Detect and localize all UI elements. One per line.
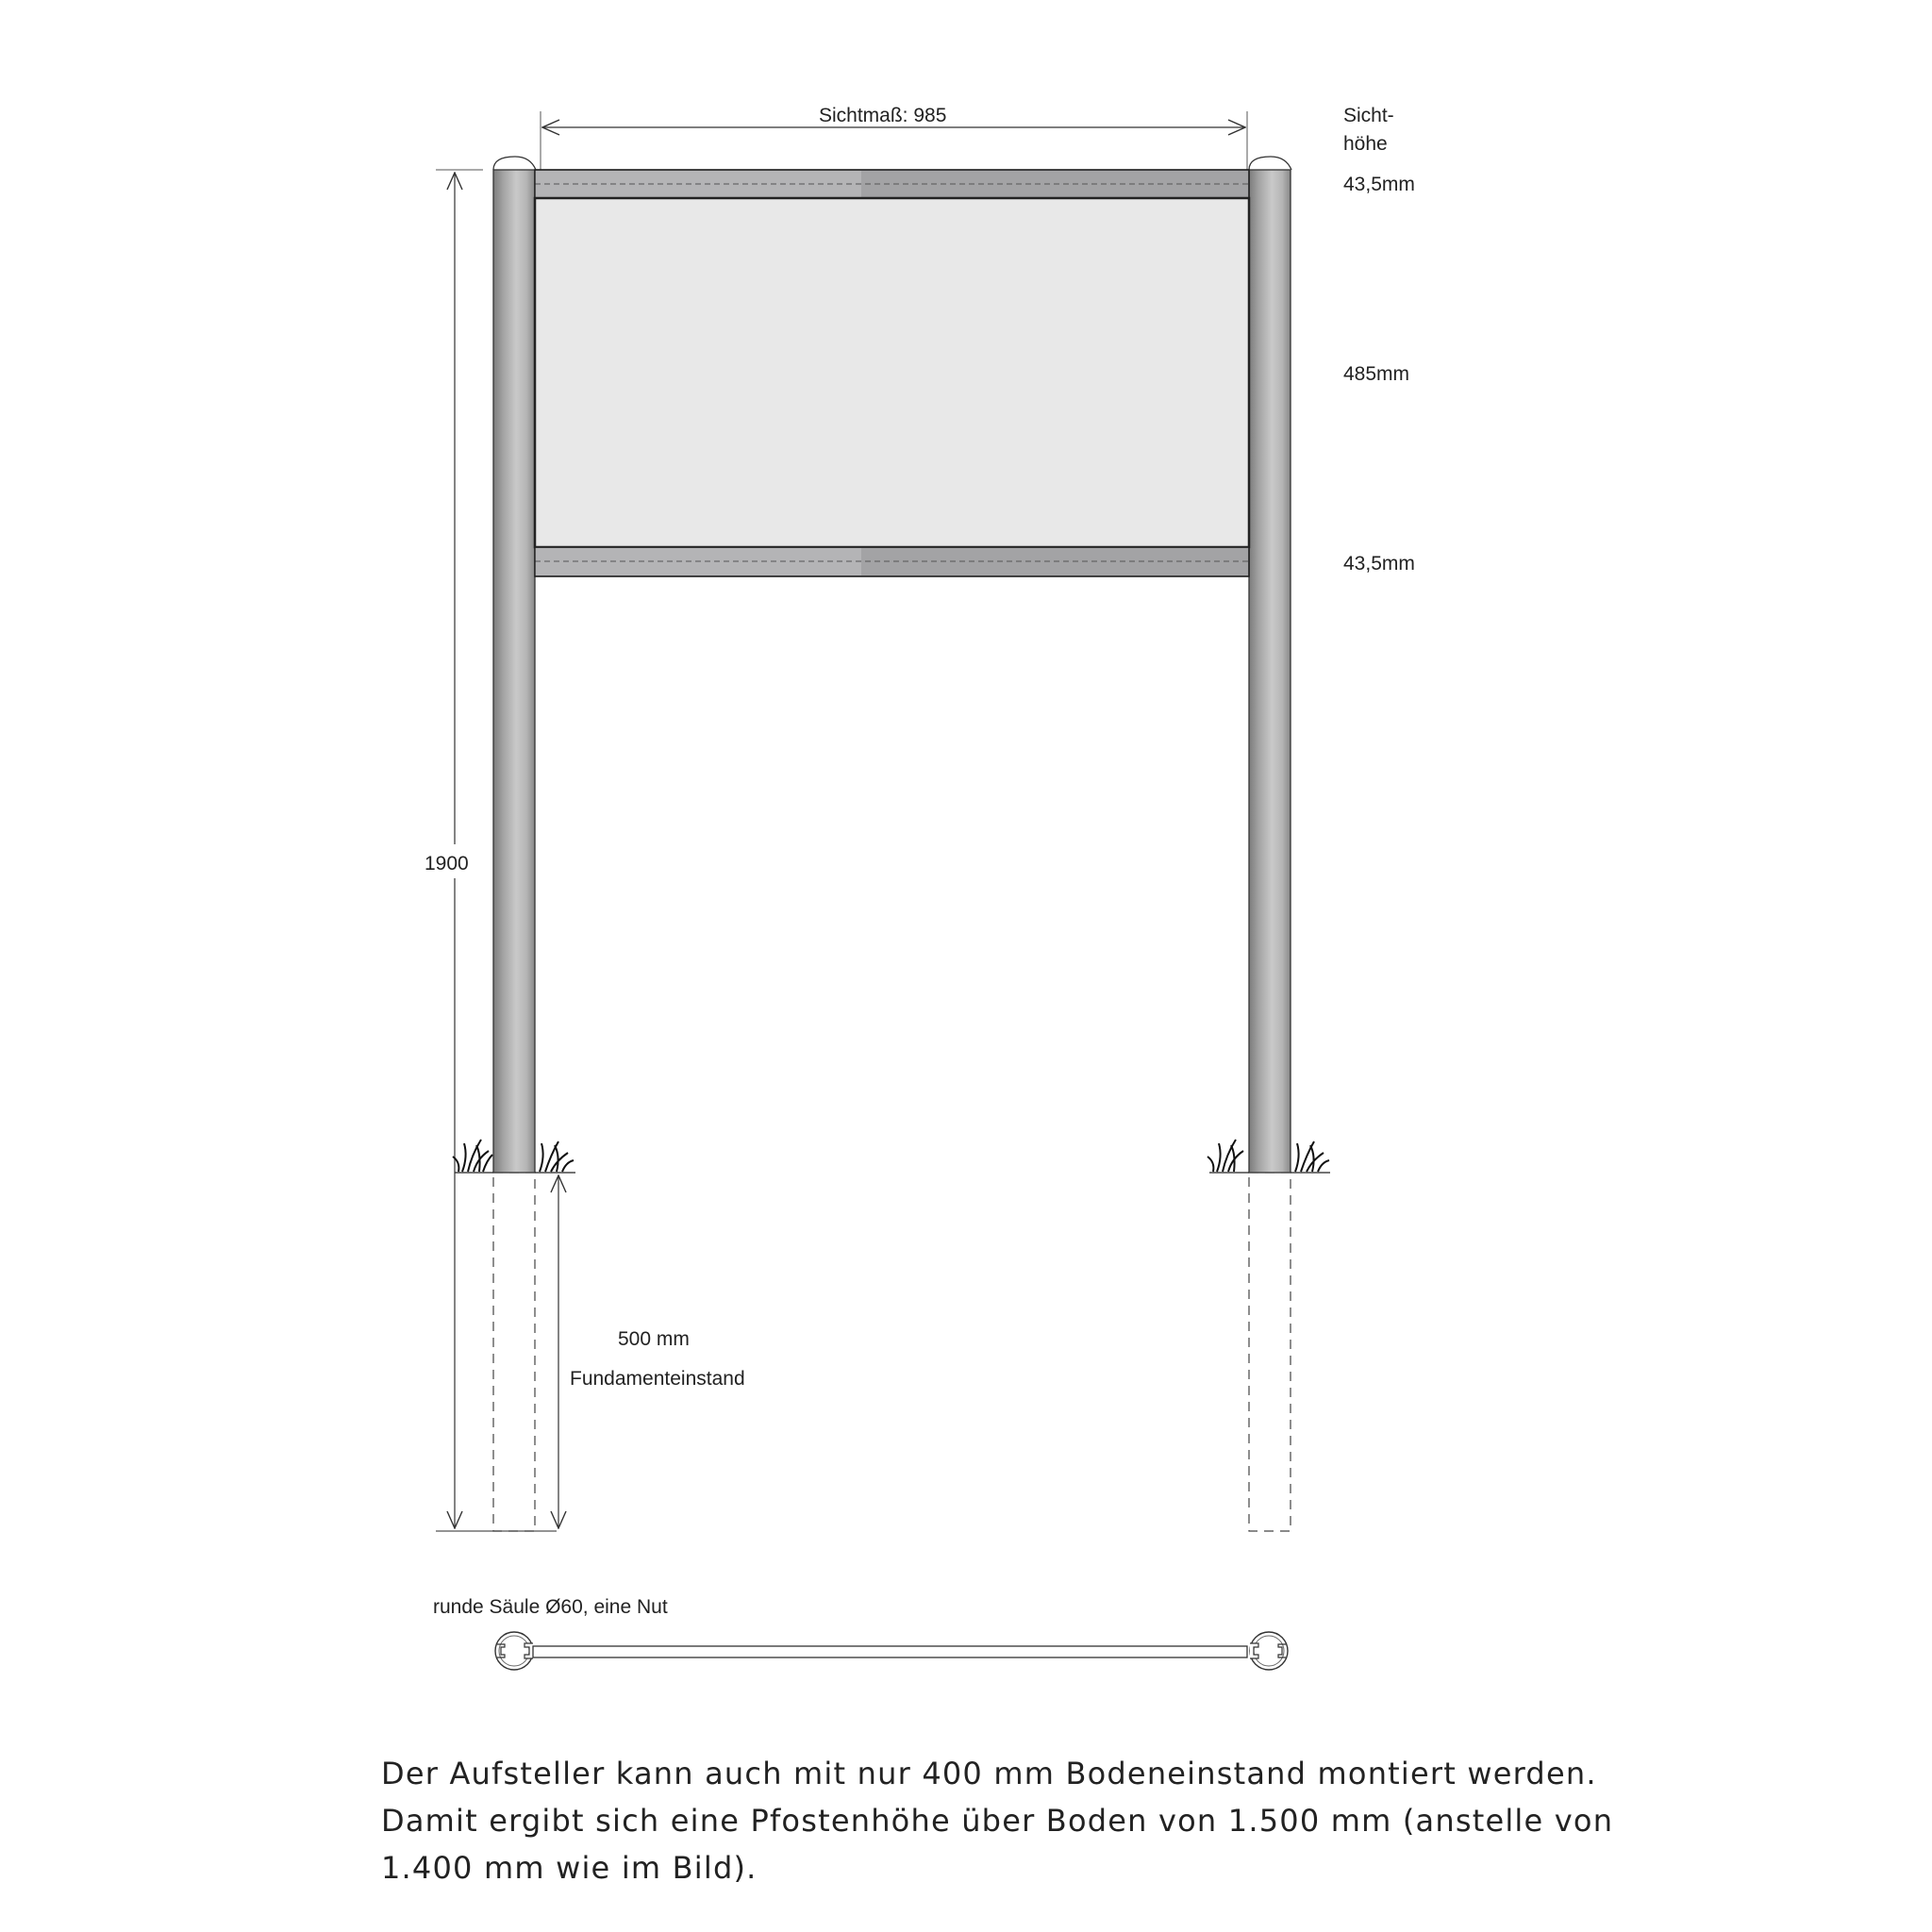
post-height-label: 1900 <box>425 853 469 874</box>
bottom-rail-height-label: 43,5mm <box>1343 553 1415 575</box>
left-post <box>493 157 536 1531</box>
note-line-1: Der Aufsteller kann auch mit nur 400 mm Bodeneinstand montiert werden. <box>381 1756 1597 1791</box>
bottom-rail <box>535 547 1249 576</box>
section-label: runde Säule Ø60, eine Nut <box>433 1596 668 1618</box>
top-rail-height-label: 43,5mm <box>1343 174 1415 195</box>
foundation-depth-label: 500 mm <box>618 1328 690 1350</box>
panel-height-label: 485mm <box>1343 363 1410 385</box>
foundation-label: Fundamenteinstand <box>570 1368 745 1390</box>
foundation-dimension <box>558 1175 745 1528</box>
note-line-2: Damit ergibt sich eine Pfostenhöhe über Boden von 1.500 mm (anstelle von <box>381 1803 1614 1839</box>
right-post <box>1249 157 1291 1531</box>
width-dimension <box>541 105 1247 170</box>
left-post-section <box>495 1632 533 1670</box>
right-post-section <box>1250 1632 1288 1670</box>
note-line-3: 1.400 mm wie im Bild). <box>381 1850 758 1886</box>
mounting-note <box>381 1750 1928 1891</box>
cross-section <box>433 1596 1288 1670</box>
visible-height-labels <box>1343 105 1415 575</box>
panel-section <box>533 1646 1247 1657</box>
display-panel <box>535 198 1249 547</box>
sichthoehe-label-2: höhe <box>1343 133 1388 155</box>
top-rail <box>535 170 1249 198</box>
sichthoehe-label-1: Sicht- <box>1343 105 1394 126</box>
sichtmass-label: Sichtmaß: 985 <box>819 105 947 126</box>
